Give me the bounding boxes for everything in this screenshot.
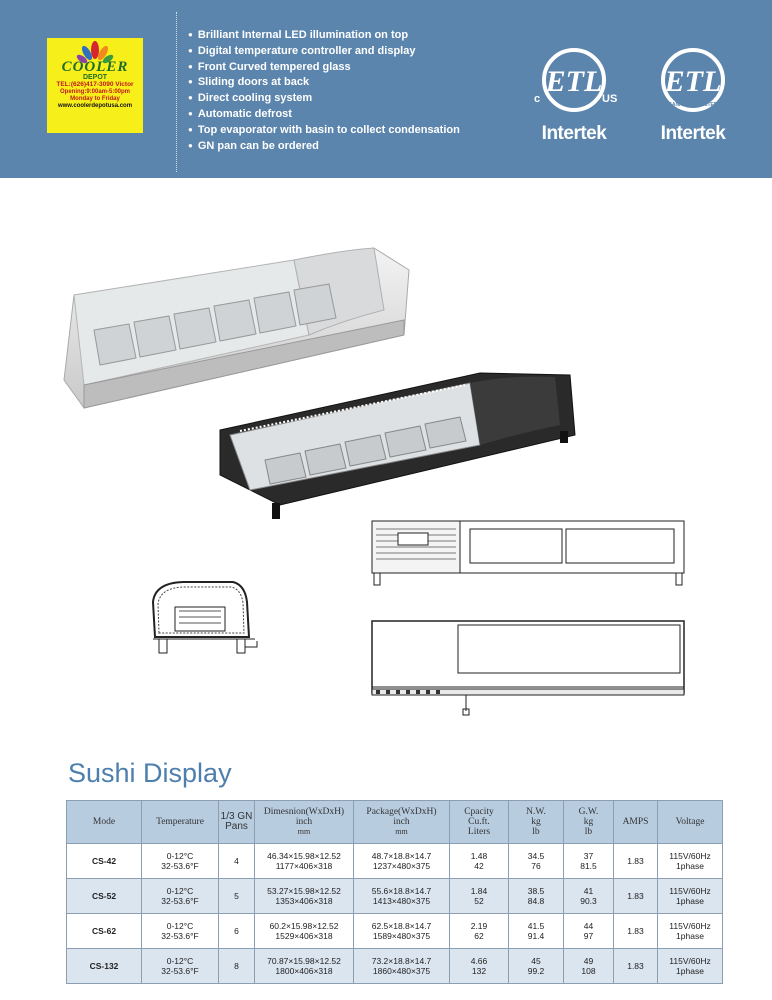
cooler-depot-logo <box>47 38 143 133</box>
cell-dimension: 46.34×15.98×12.52 1177×406×318 <box>255 844 354 879</box>
cell-capacity: 2.19 62 <box>450 914 509 949</box>
svg-text:c: c <box>534 93 541 105</box>
cell-capacity: 4.66 132 <box>450 949 509 984</box>
etl-listed-icon <box>528 44 620 118</box>
etl-sanitation-icon <box>653 44 733 118</box>
header-divider <box>176 12 178 172</box>
cell-voltage: 115V/60Hz 1phase <box>658 914 723 949</box>
header-net-weight: N.W. kg lb <box>509 801 564 844</box>
intertek-label: Intertek <box>660 123 726 144</box>
cell-net-weight: 41.5 91.4 <box>509 914 564 949</box>
header-voltage: Voltage <box>658 801 723 844</box>
cell-package: 73.2×18.8×14.7 1860×480×375 <box>354 949 450 984</box>
cell-model: CS-42 <box>67 844 142 879</box>
header-amps: AMPS <box>614 801 658 844</box>
logo-days: Monday to Friday <box>70 96 120 102</box>
feature-item: ● GN pan can be ordered <box>188 139 460 155</box>
header-model: Mode <box>67 801 142 844</box>
header-dimension: Dimesnion(WxDxH) inch mm <box>255 801 354 844</box>
cell-pans: 5 <box>219 879 255 914</box>
cell-model: CS-52 <box>67 879 142 914</box>
cell-gross-weight: 37 81.5 <box>564 844 614 879</box>
product-title: Sushi Display <box>68 758 232 788</box>
feature-item: ● Front Curved tempered glass <box>188 60 460 76</box>
feature-item: ● Automatic defrost <box>188 107 460 123</box>
front-view-drawing <box>360 515 690 590</box>
logo-hours: Opening:9:00am-5:00pm <box>59 89 131 95</box>
cell-amps: 1.83 <box>614 914 658 949</box>
header-banner <box>0 0 772 178</box>
table-row <box>67 914 723 949</box>
cell-voltage: 115V/60Hz 1phase <box>658 949 723 984</box>
cell-temperature: 0-12°C 32-53.6°F <box>142 879 219 914</box>
cell-net-weight: 38.5 84.8 <box>509 879 564 914</box>
logo-brand: COOLER <box>61 59 129 75</box>
cell-amps: 1.83 <box>614 844 658 879</box>
cell-pans: 4 <box>219 844 255 879</box>
feature-item: ● Top evaporator with basin to collect condensation <box>188 123 460 139</box>
header-temperature: Temperature <box>142 801 219 844</box>
etl-sanitation-badge <box>653 44 733 145</box>
feature-list <box>188 28 460 154</box>
table-header-row <box>67 801 723 844</box>
svg-text:ETL: ETL <box>664 65 722 98</box>
cell-pans: 8 <box>219 949 255 984</box>
header-package: Package(WxDxH) inch mm <box>354 801 450 844</box>
header-gross-weight: G.W. kg lb <box>564 801 614 844</box>
logo-brand-sub: DEPOT <box>82 74 108 81</box>
table-row <box>67 879 723 914</box>
spec-table <box>66 800 723 984</box>
cell-net-weight: 34.5 76 <box>509 844 564 879</box>
cell-model: CS-62 <box>67 914 142 949</box>
logo-website: www.coolerdepotusa.com <box>57 103 133 109</box>
feature-item: ● Sliding doors at back <box>188 75 460 91</box>
cell-temperature: 0-12°C 32-53.6°F <box>142 844 219 879</box>
cell-gross-weight: 41 90.3 <box>564 879 614 914</box>
feature-item: ● Brilliant Internal LED illumination on top <box>188 28 460 44</box>
side-view-drawing <box>145 577 260 662</box>
feature-item: ● Digital temperature controller and display <box>188 44 460 60</box>
cell-gross-weight: 49 108 <box>564 949 614 984</box>
cell-pans: 6 <box>219 914 255 949</box>
cell-amps: 1.83 <box>614 949 658 984</box>
table-row <box>67 844 723 879</box>
cell-amps: 1.83 <box>614 879 658 914</box>
svg-text:LISTED: LISTED <box>564 102 584 108</box>
cell-capacity: 1.48 42 <box>450 844 509 879</box>
cell-model: CS-132 <box>67 949 142 984</box>
svg-text:ETL: ETL <box>545 65 603 98</box>
cell-voltage: 115V/60Hz 1phase <box>658 879 723 914</box>
cell-package: 48.7×18.8×14.7 1237×480×375 <box>354 844 450 879</box>
cell-dimension: 60.2×15.98×12.52 1529×406×318 <box>255 914 354 949</box>
cell-package: 55.6×18.8×14.7 1413×480×375 <box>354 879 450 914</box>
feature-item: ● Direct cooling system <box>188 91 460 107</box>
cell-dimension: 53.27×15.98×12.52 1353×406×318 <box>255 879 354 914</box>
cell-capacity: 1.84 52 <box>450 879 509 914</box>
cell-gross-weight: 44 97 <box>564 914 614 949</box>
header-capacity: Cpacity Cu.ft. Liters <box>450 801 509 844</box>
etl-listed-badge <box>528 44 620 145</box>
cell-temperature: 0-12°C 32-53.6°F <box>142 914 219 949</box>
cell-voltage: 115V/60Hz 1phase <box>658 844 723 879</box>
svg-text:SANITATION LISTED: SANITATION LISTED <box>668 102 718 108</box>
table-row <box>67 949 723 984</box>
cell-net-weight: 45 99.2 <box>509 949 564 984</box>
header-pans: 1/3 GN Pans <box>219 801 255 844</box>
cell-dimension: 70.87×15.98×12.52 1800×406×318 <box>255 949 354 984</box>
cell-package: 62.5×18.8×14.7 1589×480×375 <box>354 914 450 949</box>
intertek-label: Intertek <box>541 123 607 144</box>
black-sushi-case-image <box>210 355 580 525</box>
top-view-drawing <box>360 615 690 720</box>
logo-tel: TEL:(626)417-3090 Victor <box>56 81 134 88</box>
svg-text:US: US <box>602 93 618 105</box>
cell-temperature: 0-12°C 32-53.6°F <box>142 949 219 984</box>
